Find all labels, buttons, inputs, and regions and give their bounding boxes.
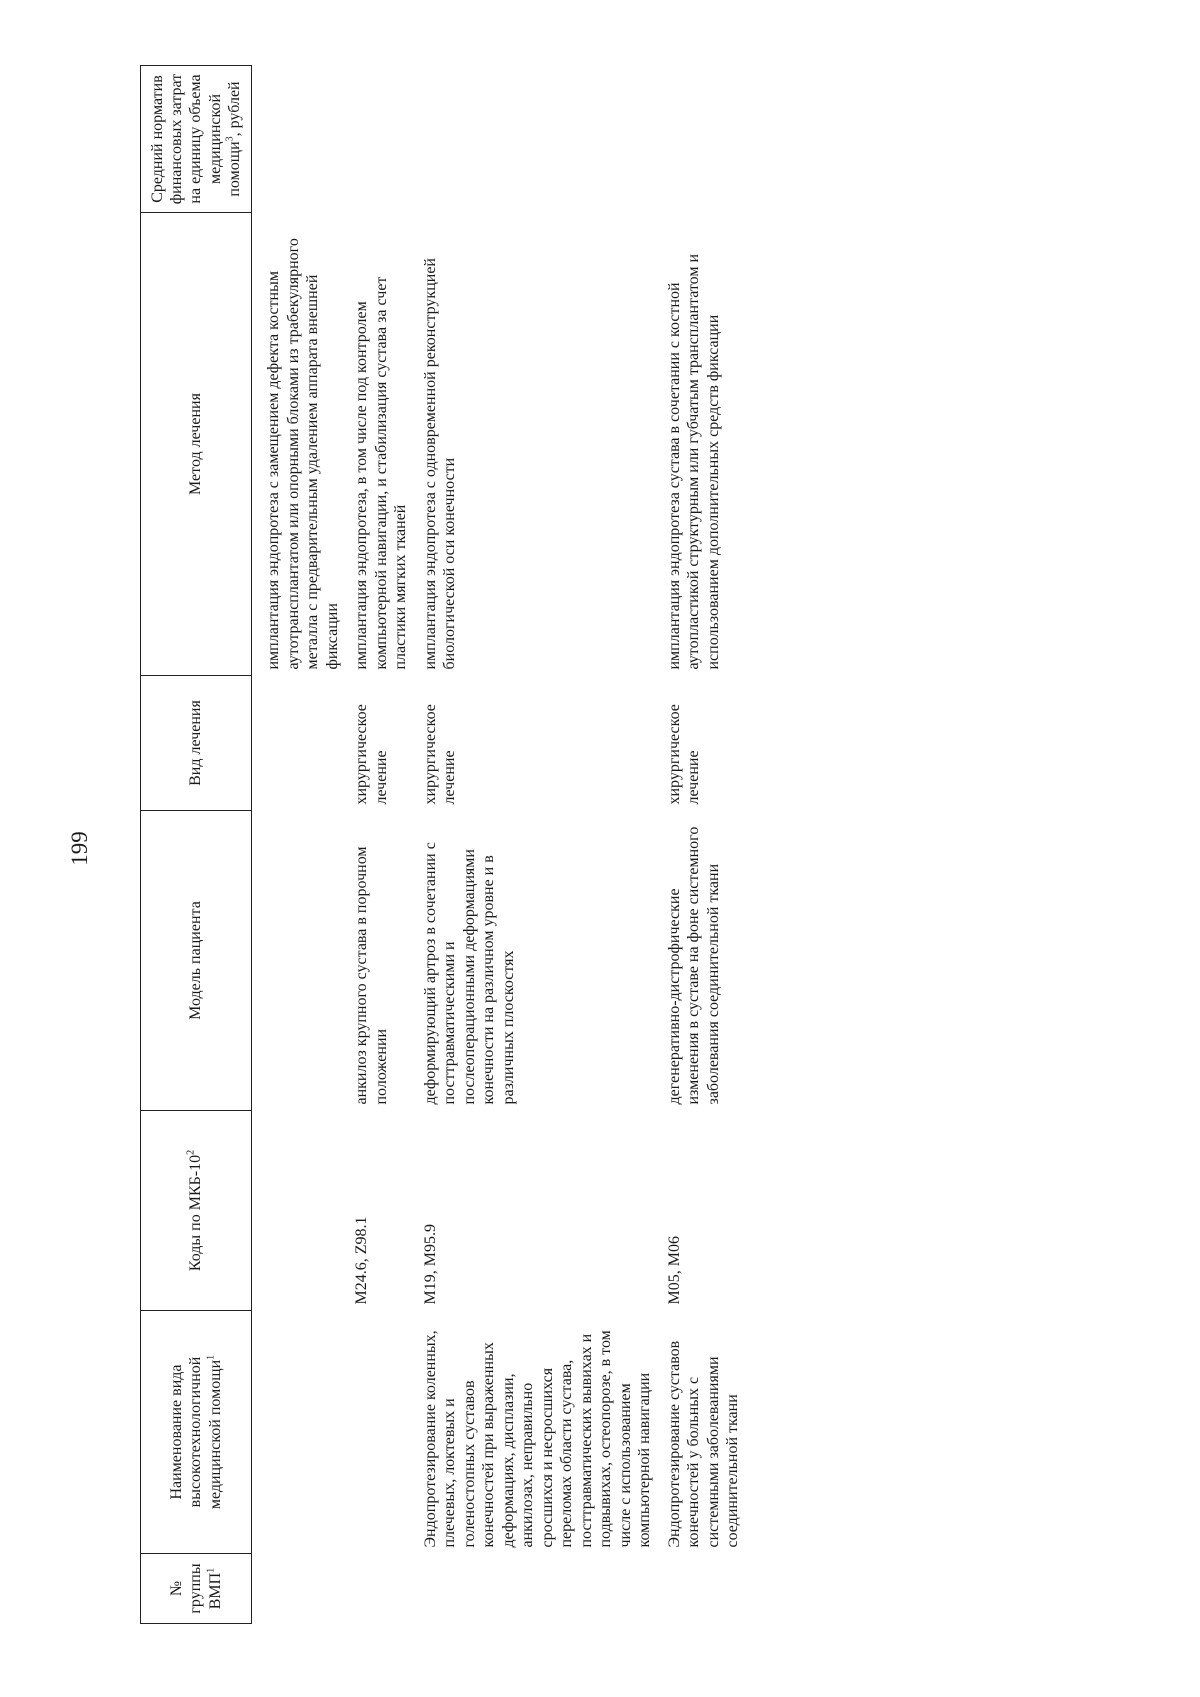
table-header-row	[141, 66, 252, 1624]
cell-method: имплантация эндопротеза с замещением дефекта костным аутотрансплантатом или опорными блоками из трабекулярного металла с предварительным удалением аппарата внешней фиксации	[265, 238, 341, 670]
cell-cost	[411, 66, 655, 213]
cell-codes: M24.6, Z98.1	[353, 1216, 371, 1305]
cell-name	[342, 1311, 411, 1554]
table-row	[655, 66, 743, 1624]
header-vmp-name: Наименование вида высокотехнологичной медицинской помощи$^1$	[141, 1311, 252, 1554]
table-row	[411, 66, 655, 1624]
cell-method: имплантация эндопротеза, в том числе под контролем компьютерной навигации, и стабилизация сустава за счет пластики мягких тканей	[353, 276, 410, 670]
cell-group	[411, 1554, 655, 1624]
cell-name: Эндопротезирование коленных, плечевых, локтевых и голеностопных суставов конечностей при выраженных деформациях, дисплазии, анкилозах, неправильно сросшихся и несросшихся переломах области сустава, посттравматических вывихах и подвывихах, остеопорозе, в том числе с использованием компьютерной навигации	[421, 1330, 654, 1548]
cell-type: хирургическое лечение	[665, 704, 703, 805]
cell-codes	[252, 1111, 343, 1311]
header-patient-model: Модель пациента	[141, 811, 252, 1111]
cell-method: имплантация эндопротеза с одновременной реконструкцией биологической оси конечности	[421, 258, 459, 670]
cell-group	[252, 1554, 343, 1624]
cell-cost	[252, 66, 343, 213]
cell-group	[655, 1554, 743, 1624]
table-row	[252, 66, 343, 1624]
table-row	[342, 66, 411, 1624]
cell-codes: M19, M95.9	[421, 1224, 439, 1305]
cell-name: Эндопротезирование суставов конечностей у больных с системными заболеваниями соединительной ткани	[665, 1340, 742, 1548]
header-icd-codes: Коды по МКБ-$10^2$	[141, 1111, 252, 1311]
cell-cost	[655, 66, 743, 213]
cell-cost	[342, 66, 411, 213]
cell-group	[342, 1554, 411, 1624]
page-number: 199	[67, 831, 92, 866]
header-group-number: № группы ВМП$^1$	[141, 1554, 252, 1624]
header-average-cost: Средний норматив финансовых затрат на единицу объема медицинской помощи$^3$, рублей	[141, 66, 252, 213]
cell-method: имплантация эндопротеза сустава в сочетании с костной аутопластикой структурным или губчатым трансплантатом и использованием дополнительных средств фиксации	[665, 253, 722, 670]
cell-type	[252, 676, 343, 811]
cell-model	[252, 811, 343, 1111]
cell-model: анкилоз крупного сустава в порочном положении	[353, 846, 390, 1105]
cell-name	[252, 1311, 343, 1554]
cell-codes: M05, M06	[665, 1236, 683, 1305]
vmp-table	[140, 65, 743, 1624]
cell-type: хирургическое лечение	[421, 704, 459, 805]
header-treatment-type: Вид лечения	[141, 676, 252, 811]
cell-type: хирургическое лечение	[353, 704, 390, 805]
header-treatment-method: Метод лечения	[141, 213, 252, 676]
cell-model: деформирующий артроз в сочетании с посттравматическими и послеоперационными деформациями конечности на различном уровне и в различных плоскостях	[421, 842, 517, 1105]
cell-model: дегенеративно-дистрофические изменения в суставе на фоне системного заболевания соединительной ткани	[665, 826, 722, 1105]
